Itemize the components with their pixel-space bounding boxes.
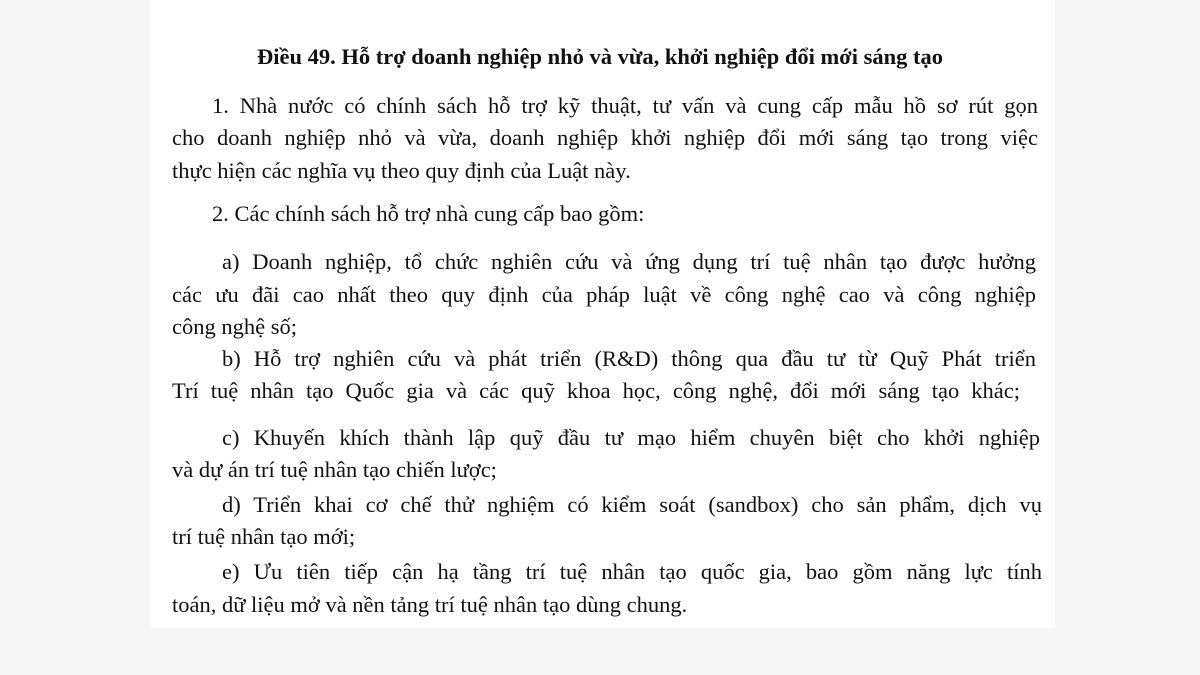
- item-d-line-2: trí tuệ nhân tạo mới;: [172, 524, 356, 549]
- item-c-line-2: và dự án trí tuệ nhân tạo chiến lược;: [172, 457, 497, 482]
- item-a-line-2: các ưu đãi cao nhất theo quy định của pháp luật về công nghệ cao và công nghiệp: [172, 282, 1036, 307]
- paragraph-2-line-1: 2. Các chính sách hỗ trợ nhà cung cấp bao gồm:: [212, 201, 645, 226]
- item-a-line-1: a) Doanh nghiệp, tổ chức nghiên cứu và ứng dụng trí tuệ nhân tạo được hưởng: [222, 249, 1036, 274]
- item-b-line-1: b) Hỗ trợ nghiên cứu và phát triển (R&D) thông qua đầu tư từ Quỹ Phát triển: [222, 346, 1036, 371]
- item-c-line-1: c) Khuyến khích thành lập quỹ đầu tư mạo hiểm chuyên biệt cho khởi nghiệp: [222, 425, 1040, 450]
- item-a-line-3: công nghệ số;: [172, 314, 297, 339]
- item-e-line-2: toán, dữ liệu mở và nền tảng trí tuệ nhân tạo dùng chung.: [172, 592, 688, 617]
- paragraph-1-line-1: 1. Nhà nước có chính sách hỗ trợ kỹ thuật, tư vấn và cung cấp mẫu hồ sơ rút gọn: [212, 93, 1038, 118]
- paragraph-1-line-3: thực hiện các nghĩa vụ theo quy định của Luật này.: [172, 158, 631, 183]
- paragraph-1-line-2: cho doanh nghiệp nhỏ và vừa, doanh nghiệp khởi nghiệp đổi mới sáng tạo trong việc: [172, 125, 1038, 150]
- item-d-line-1: d) Triển khai cơ chế thử nghiệm có kiểm soát (sandbox) cho sản phẩm, dịch vụ: [222, 492, 1042, 517]
- item-e-line-1: e) Ưu tiên tiếp cận hạ tầng trí tuệ nhân tạo quốc gia, bao gồm năng lực tính: [222, 559, 1042, 584]
- item-b-line-2: Trí tuệ nhân tạo Quốc gia và các quỹ khoa học, công nghệ, đổi mới sáng tạo khác;: [172, 378, 1020, 403]
- article-title: Điều 49. Hỗ trợ doanh nghiệp nhỏ và vừa, khởi nghiệp đổi mới sáng tạo: [256, 44, 944, 69]
